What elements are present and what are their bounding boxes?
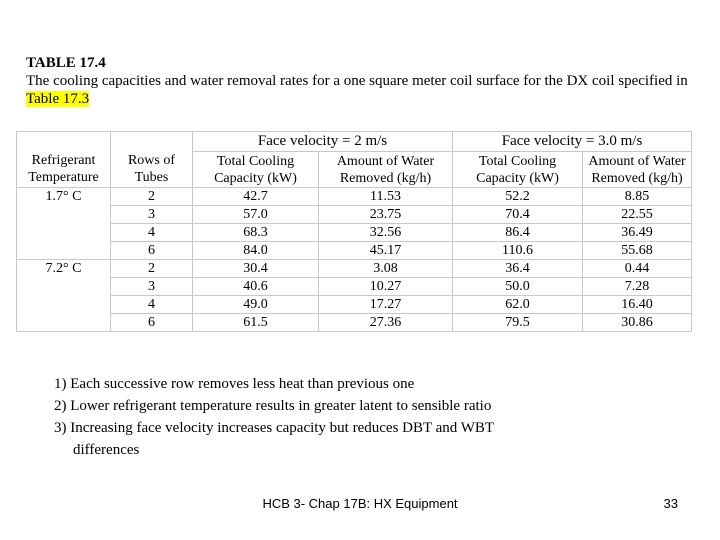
cooling-3-cell: 70.4: [453, 206, 583, 224]
water-3-cell: 55.68: [583, 242, 692, 260]
cooling-3-cell: 50.0: [453, 278, 583, 296]
cooling-2-cell: 57.0: [193, 206, 319, 224]
water-2-cell: 11.53: [319, 188, 453, 206]
title-block: [26, 54, 706, 108]
cooling-2-cell: 68.3: [193, 224, 319, 242]
note-item-continuation: differences: [73, 442, 140, 458]
water-3-cell: 30.86: [583, 314, 692, 332]
cooling-3-cell: 36.4: [453, 260, 583, 278]
table-row: [17, 188, 692, 206]
table-caption: [26, 72, 706, 108]
table-column-header-row: [17, 152, 692, 188]
cooling-3-cell: 79.5: [453, 314, 583, 332]
cooling-3-cell: 52.2: [453, 188, 583, 206]
rows-cell: 6: [111, 314, 193, 332]
water-3-cell: 22.55: [583, 206, 692, 224]
cooling-3-cell: 110.6: [453, 242, 583, 260]
table-row: [17, 278, 692, 296]
table-row: [17, 224, 692, 242]
cooling-3-cell: 86.4: [453, 224, 583, 242]
cooling-3-cell: 62.0: [453, 296, 583, 314]
cooling-2-cell: 49.0: [193, 296, 319, 314]
header-empty-cell: [111, 132, 193, 152]
cooling-2-cell: 42.7: [193, 188, 319, 206]
water-3-cell: 0.44: [583, 260, 692, 278]
group-header-3ms: Face velocity = 3.0 m/s: [453, 132, 692, 152]
temperature-cell: 7.2° C: [17, 260, 111, 332]
rows-cell: 3: [111, 278, 193, 296]
table-title: TABLE 17.4: [26, 55, 106, 71]
col-header-cooling-2: Total Cooling Capacity (kW): [193, 152, 319, 188]
water-2-cell: 3.08: [319, 260, 453, 278]
col-header-rows: Rows of Tubes: [111, 152, 193, 188]
water-3-cell: 7.28: [583, 278, 692, 296]
water-2-cell: 32.56: [319, 224, 453, 242]
water-3-cell: 16.40: [583, 296, 692, 314]
rows-cell: 2: [111, 188, 193, 206]
col-header-refrigerant: Refrigerant Temperature: [17, 152, 111, 188]
col-header-water-2: Amount of Water Removed (kg/h): [319, 152, 453, 188]
caption-text: The cooling capacities and water removal rates for a one square meter coil surface for the DX coil specified in: [26, 73, 688, 89]
page-number: 33: [663, 496, 678, 511]
notes: [54, 373, 634, 461]
water-2-cell: 17.27: [319, 296, 453, 314]
water-2-cell: 27.36: [319, 314, 453, 332]
data-table: [16, 131, 692, 332]
table-row: [17, 314, 692, 332]
col-header-water-3: Amount of Water Removed (kg/h): [583, 152, 692, 188]
cooling-2-cell: 40.6: [193, 278, 319, 296]
temperature-cell: 1.7° C: [17, 188, 111, 260]
rows-cell: 2: [111, 260, 193, 278]
cooling-2-cell: 84.0: [193, 242, 319, 260]
rows-cell: 3: [111, 206, 193, 224]
cooling-2-cell: 61.5: [193, 314, 319, 332]
table-row: [17, 242, 692, 260]
note-item: 2) Lower refrigerant temperature results in greater latent to sensible ratio: [54, 398, 492, 414]
water-2-cell: 45.17: [319, 242, 453, 260]
table-row: [17, 296, 692, 314]
header-empty-cell: [17, 132, 111, 152]
note-item: 1) Each successive row removes less heat than previous one: [54, 376, 415, 392]
group-header-2ms: Face velocity = 2 m/s: [193, 132, 453, 152]
footer-title: HCB 3- Chap 17B: HX Equipment: [262, 496, 458, 511]
note-item: 3) Increasing face velocity increases capacity but reduces DBT and WBT: [54, 420, 495, 436]
caption-table-link[interactable]: Table 17.3: [26, 91, 90, 107]
rows-cell: 4: [111, 296, 193, 314]
cooling-2-cell: 30.4: [193, 260, 319, 278]
water-3-cell: 8.85: [583, 188, 692, 206]
water-2-cell: 10.27: [319, 278, 453, 296]
water-2-cell: 23.75: [319, 206, 453, 224]
table-row: [17, 206, 692, 224]
rows-cell: 6: [111, 242, 193, 260]
col-header-cooling-3: Total Cooling Capacity (kW): [453, 152, 583, 188]
rows-cell: 4: [111, 224, 193, 242]
water-3-cell: 36.49: [583, 224, 692, 242]
table-row: [17, 260, 692, 278]
table-group-header-row: [17, 132, 692, 152]
